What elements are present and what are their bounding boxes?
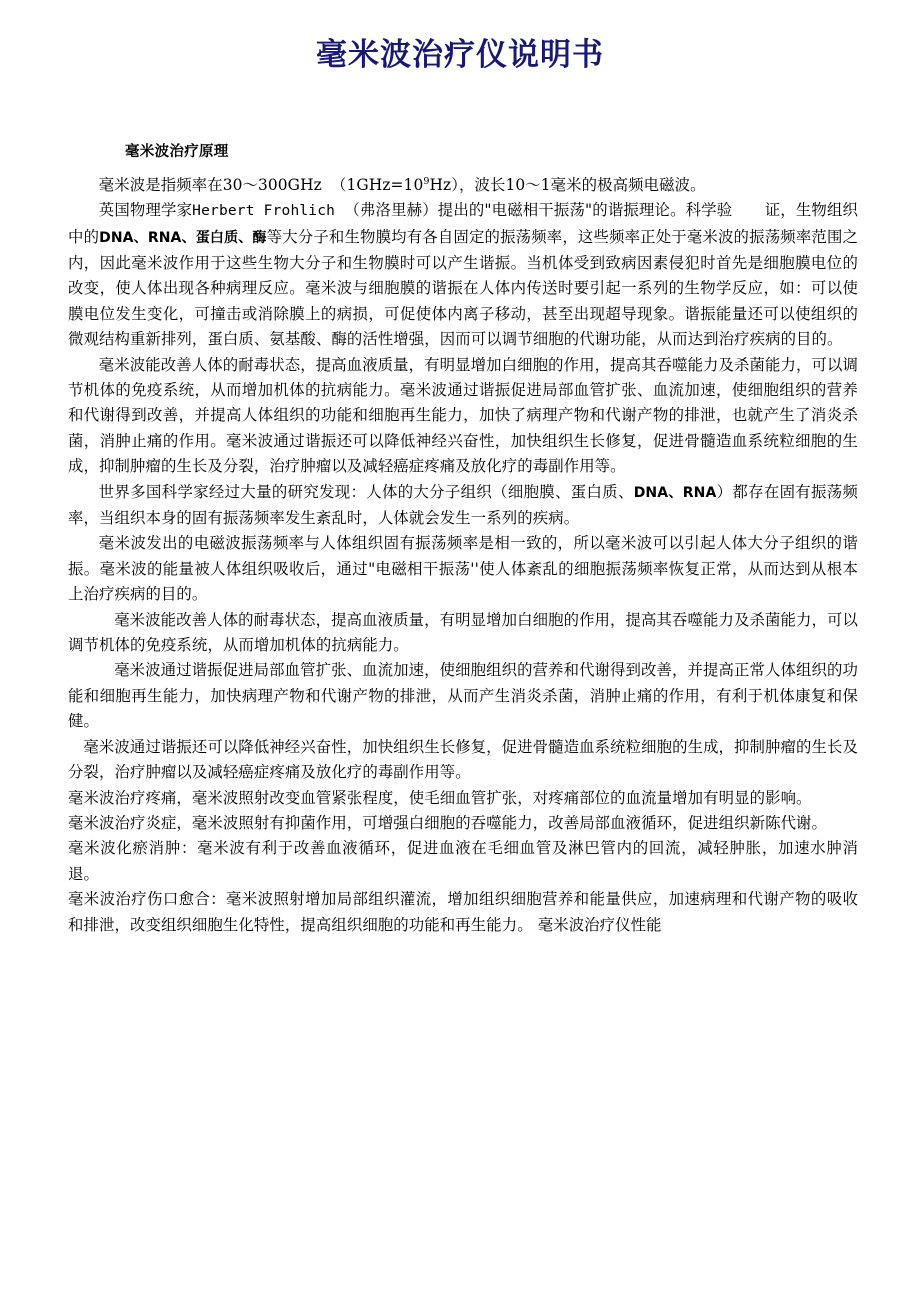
paragraph-inflammation-therapy: 毫米波治疗炎症，毫米波照射有抑菌作用，可增强白细胞的吞噬能力，改善局部血液循环，促进组织新陈代谢。 [68, 813, 828, 832]
para-text-2c: 证，生物组织中的 [68, 201, 858, 246]
para-text-4a: 世界多国科学家经过大量的研究发现：人体的大分子组织（细胞膜、蛋白质、 [98, 482, 634, 501]
paragraph-wound-healing: 毫米波治疗伤口愈合：毫米波照射增加局部组织灌流，增加组织细胞营养和能量供应，加速病理和代谢产物的吸收和排泄，改变组织细胞生化特性，提高组织细胞的功能和再生能力。 毫米波治疗仪性能 [68, 890, 858, 934]
paragraph-immune-effects: 毫米波能改善人体的耐毒状态，提高血液质量，有明显增加白细胞的作用，提高其吞噬能力及杀菌能力，可以调节机体的免疫系统，从而增加机体的抗病能力。毫米波通过谐振促进局部血管扩张、血流加速，使细胞组织的营养和代谢得到改善，并提高人体组织的功能和细胞再生能力，加快了病理产物和代谢产物的排泄，也就产生了消炎杀菌，消肿止痛的作用。毫米波通过谐振还可以降低神经兴奋性，加快组织生长修复，促进骨髓造血系统粒细胞的生成，抑制肿瘤的生长及分裂，治疗肿瘤以及减轻癌症疼痛及放化疗的毒副作用等。 [68, 355, 858, 476]
paragraph-detox: 毫米波能改善人体的耐毒状态，提高血液质量，有明显增加白细胞的作用，提高其吞噬能力及杀菌能力，可以调节机体的免疫系统，从而增加机体的抗病能力。 [68, 610, 858, 655]
scientist-name: Herbert Frohlich [192, 203, 336, 220]
para-text-4b: ）都存在固有振荡频率，当组织本身的固有振荡频率发生紊乱时，人体就会发生一系列的疾病。 [68, 482, 858, 528]
para-text-1b: （1GHz=10 [331, 175, 424, 194]
paragraph-pain-therapy: 毫米波治疗疼痛，毫米波照射改变血管紧张程度，使毛细血管扩张，对疼痛部位的血流量增加有明显的影响。 [68, 788, 812, 807]
para-text-2a: 英国物理学家 [98, 201, 193, 220]
page-title: 毫米波治疗仪说明书 [316, 37, 604, 73]
paragraph-nerve: 毫米波通过谐振还可以降低神经兴奋性，加快组织生长修复，促进骨髓造血系统粒细胞的生成，抑制肿瘤的生长及分裂，治疗肿瘤以及减轻癌症疼痛及放化疗的毒副作用等。 [68, 737, 858, 782]
paragraph-vasodilation: 毫米波通过谐振促进局部血管扩张、血流加速，使细胞组织的营养和代谢得到改善，并提高正常人体组织的功能和细胞再生能力，加快病理产物和代谢产物的排泄，从而产生消炎杀菌，消肿止痛的作用，有利于机体康复和保健。 [68, 661, 858, 731]
paragraph-research-finding [68, 480, 858, 532]
molecule-terms: DNA、RNA、蛋白质、酶 [99, 229, 267, 246]
para-text-1a: 毫米波是指频率在30～300GHz [98, 175, 322, 194]
document-body [68, 142, 858, 938]
paragraph-resonance: 毫米波发出的电磁波振荡频率与人体组织固有振荡频率是相一致的，所以毫米波可以引起人体大分子组织的谐振。毫米波的能量被人体组织吸收后，通过"电磁相干振荡''使人体紊乱的细胞振荡频率恢复正常，从而达到从根本上治疗疾病的目的。 [68, 534, 858, 604]
section-heading: 毫米波治疗原理 [125, 144, 229, 160]
para-text-1c: Hz），波长10～1毫米的极高频电磁波。 [429, 175, 706, 194]
molecule-terms-2: DNA、RNA [633, 484, 717, 501]
superscript-exponent: 9 [423, 175, 430, 187]
para-text-2d: 等大分子和生物膜均有各自固定的振荡频率，这些频率正处于毫米波的振荡频率范围之内，因此毫米波作用于这些生物大分子和生物膜时可以产生谐振。当机体受到致病因素侵犯时首先是细胞膜电位的改变，使人体出现各种病理反应。毫米波与细胞膜的谐振在人体内传送时要引起一系列的生物学反应，如：可以使膜电位发生变化，可撞击或消除膜上的病损，可促使体内离子移动，甚至出现超导现象。谐振能量还可以使组织的微观结构重新排列，蛋白质、氨基酸、酶的活性增强，因而可以调节细胞的代谢功能，从而达到治疗疾病的目的。 [68, 227, 859, 349]
paragraph-frohlich [68, 198, 858, 352]
paragraph-definition [68, 173, 858, 198]
paragraph-swelling-therapy: 毫米波化瘀消肿：毫米波有利于改善血液循环，促进血液在毛细血管及淋巴管内的回流，减轻肿胀，加速水肿消退。 [68, 839, 858, 883]
para-text-2b: （弗洛里赫）提出的"电磁相干振荡"的谐振理论。科学验 [344, 201, 733, 220]
